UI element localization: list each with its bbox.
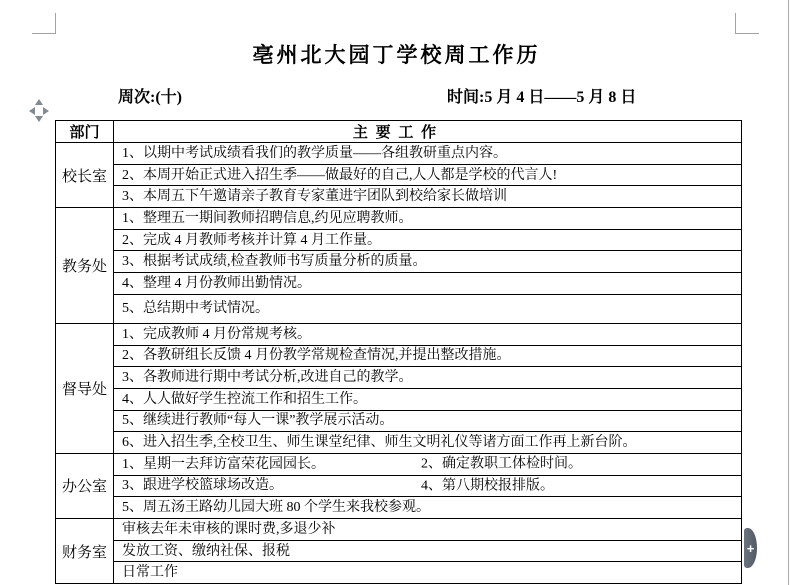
arrow-down-icon	[35, 116, 43, 122]
arrow-left-icon	[29, 107, 35, 115]
department-cell: 校长室	[56, 143, 114, 208]
page-title: 亳州北大园丁学校周工作历	[252, 43, 541, 67]
plus-icon: +	[746, 540, 755, 556]
work-item: 发放工资、缴纳社保、报税	[122, 543, 290, 559]
table-row	[56, 323, 742, 345]
main-work-column-header: 主 要 工 作	[114, 121, 742, 143]
table-row	[56, 562, 742, 584]
work-item: 5、继续进行教师“每人一课”教学展示活动。	[122, 413, 394, 429]
work-cell	[114, 497, 742, 519]
table-row	[56, 519, 742, 541]
page-margin-mark-topleft	[32, 13, 56, 34]
work-item: 审核去年未审核的课时费,多退少补	[122, 521, 336, 537]
work-item: 1、完成教师 4 月份常规考核。	[122, 326, 311, 342]
table-row	[56, 294, 742, 323]
work-item: 1、整理五一期间教师招聘信息,约见应聘教师。	[122, 210, 413, 226]
table-row	[56, 143, 742, 165]
meta-row	[0, 84, 793, 106]
work-item: 2、完成 4 月教师考核并计算 4 月工作量。	[122, 232, 381, 248]
table-move-handle-icon[interactable]	[29, 99, 49, 122]
work-cell	[114, 251, 742, 273]
work-cell	[114, 367, 742, 389]
work-item: 6、进入招生季,全校卫生、师生课堂纪律、师生文明礼仪等诸方面工作再上新台阶。	[122, 435, 637, 451]
table-row	[56, 208, 742, 230]
arrow-right-icon	[43, 107, 49, 115]
table-row	[56, 410, 742, 432]
week-number-label: 周次:(十)	[118, 89, 182, 106]
table-row	[56, 273, 742, 295]
work-cell	[114, 388, 742, 410]
work-cell	[114, 164, 742, 186]
work-cell	[114, 143, 742, 165]
work-item: 3、各教师进行期中考试分析,改进自己的教学。	[122, 370, 413, 386]
work-cell	[114, 432, 742, 454]
table-row	[56, 186, 742, 208]
floating-plus-button[interactable]	[744, 528, 757, 568]
work-item: 2、各教研组长反馈 4 月份教学常规检查情况,并提出整改措施。	[122, 348, 511, 364]
department-cell: 督导处	[56, 323, 114, 453]
table-header-row	[56, 121, 742, 143]
table-row	[56, 497, 742, 519]
work-item: 3、根据考试成绩,检查教师书写质量分析的质量。	[122, 254, 427, 270]
work-cell	[114, 186, 742, 208]
work-cell	[114, 229, 742, 251]
work-cell	[114, 345, 742, 367]
table-row	[56, 475, 742, 497]
table-row	[56, 453, 742, 475]
work-item: 4、人人做好学生控流工作和招生工作。	[122, 391, 367, 407]
work-item: 4、第八期校报排版。	[421, 478, 554, 494]
work-cell	[114, 410, 742, 432]
table-row	[56, 229, 742, 251]
work-item: 日常工作	[122, 565, 178, 581]
date-range-label: 时间:5 月 4 日——5 月 8 日	[447, 89, 637, 106]
work-cell	[114, 208, 742, 230]
table-row	[56, 367, 742, 389]
table-row	[56, 251, 742, 273]
work-item: 3、本周五下午邀请亲子教育专家董进宇团队到校给家长做培训	[122, 189, 507, 205]
table-row	[56, 540, 742, 562]
department-cell: 财务室	[56, 519, 114, 584]
work-item: 1、星期一去拜访富荣花园园长。	[122, 456, 325, 472]
table-row	[56, 164, 742, 186]
work-item: 2、确定教职工体检时间。	[421, 456, 582, 472]
department-cell: 教务处	[56, 208, 114, 324]
work-table	[55, 120, 742, 584]
work-item: 5、周五汤王路幼儿园大班 80 个学生来我校参观。	[122, 500, 430, 516]
table-row	[56, 345, 742, 367]
work-cell	[114, 294, 742, 323]
work-item: 5、总结期中考试情况。	[122, 301, 269, 317]
work-cell	[114, 540, 742, 562]
work-item: 4、整理 4 月份教师出勤情况。	[122, 275, 311, 291]
table-row	[56, 388, 742, 410]
arrow-up-icon	[35, 99, 43, 105]
department-column-header: 部门	[56, 121, 114, 143]
work-cell	[114, 562, 742, 584]
work-item: 2、本周开始正式进入招生季——做最好的自己,人人都是学校的代言人!	[122, 167, 558, 183]
department-cell: 办公室	[56, 453, 114, 518]
table-row	[56, 432, 742, 454]
work-cell	[114, 519, 742, 541]
page-margin-mark-topright	[735, 13, 759, 34]
work-cell	[114, 273, 742, 295]
work-cell	[114, 323, 742, 345]
work-item: 3、跟进学校篮球场改造。	[122, 478, 283, 494]
work-cell	[114, 475, 742, 497]
work-table-body	[56, 143, 742, 584]
work-item: 1、以期中考试成绩看我们的教学质量——各组教研重点内容。	[122, 145, 507, 161]
work-cell	[114, 453, 742, 475]
